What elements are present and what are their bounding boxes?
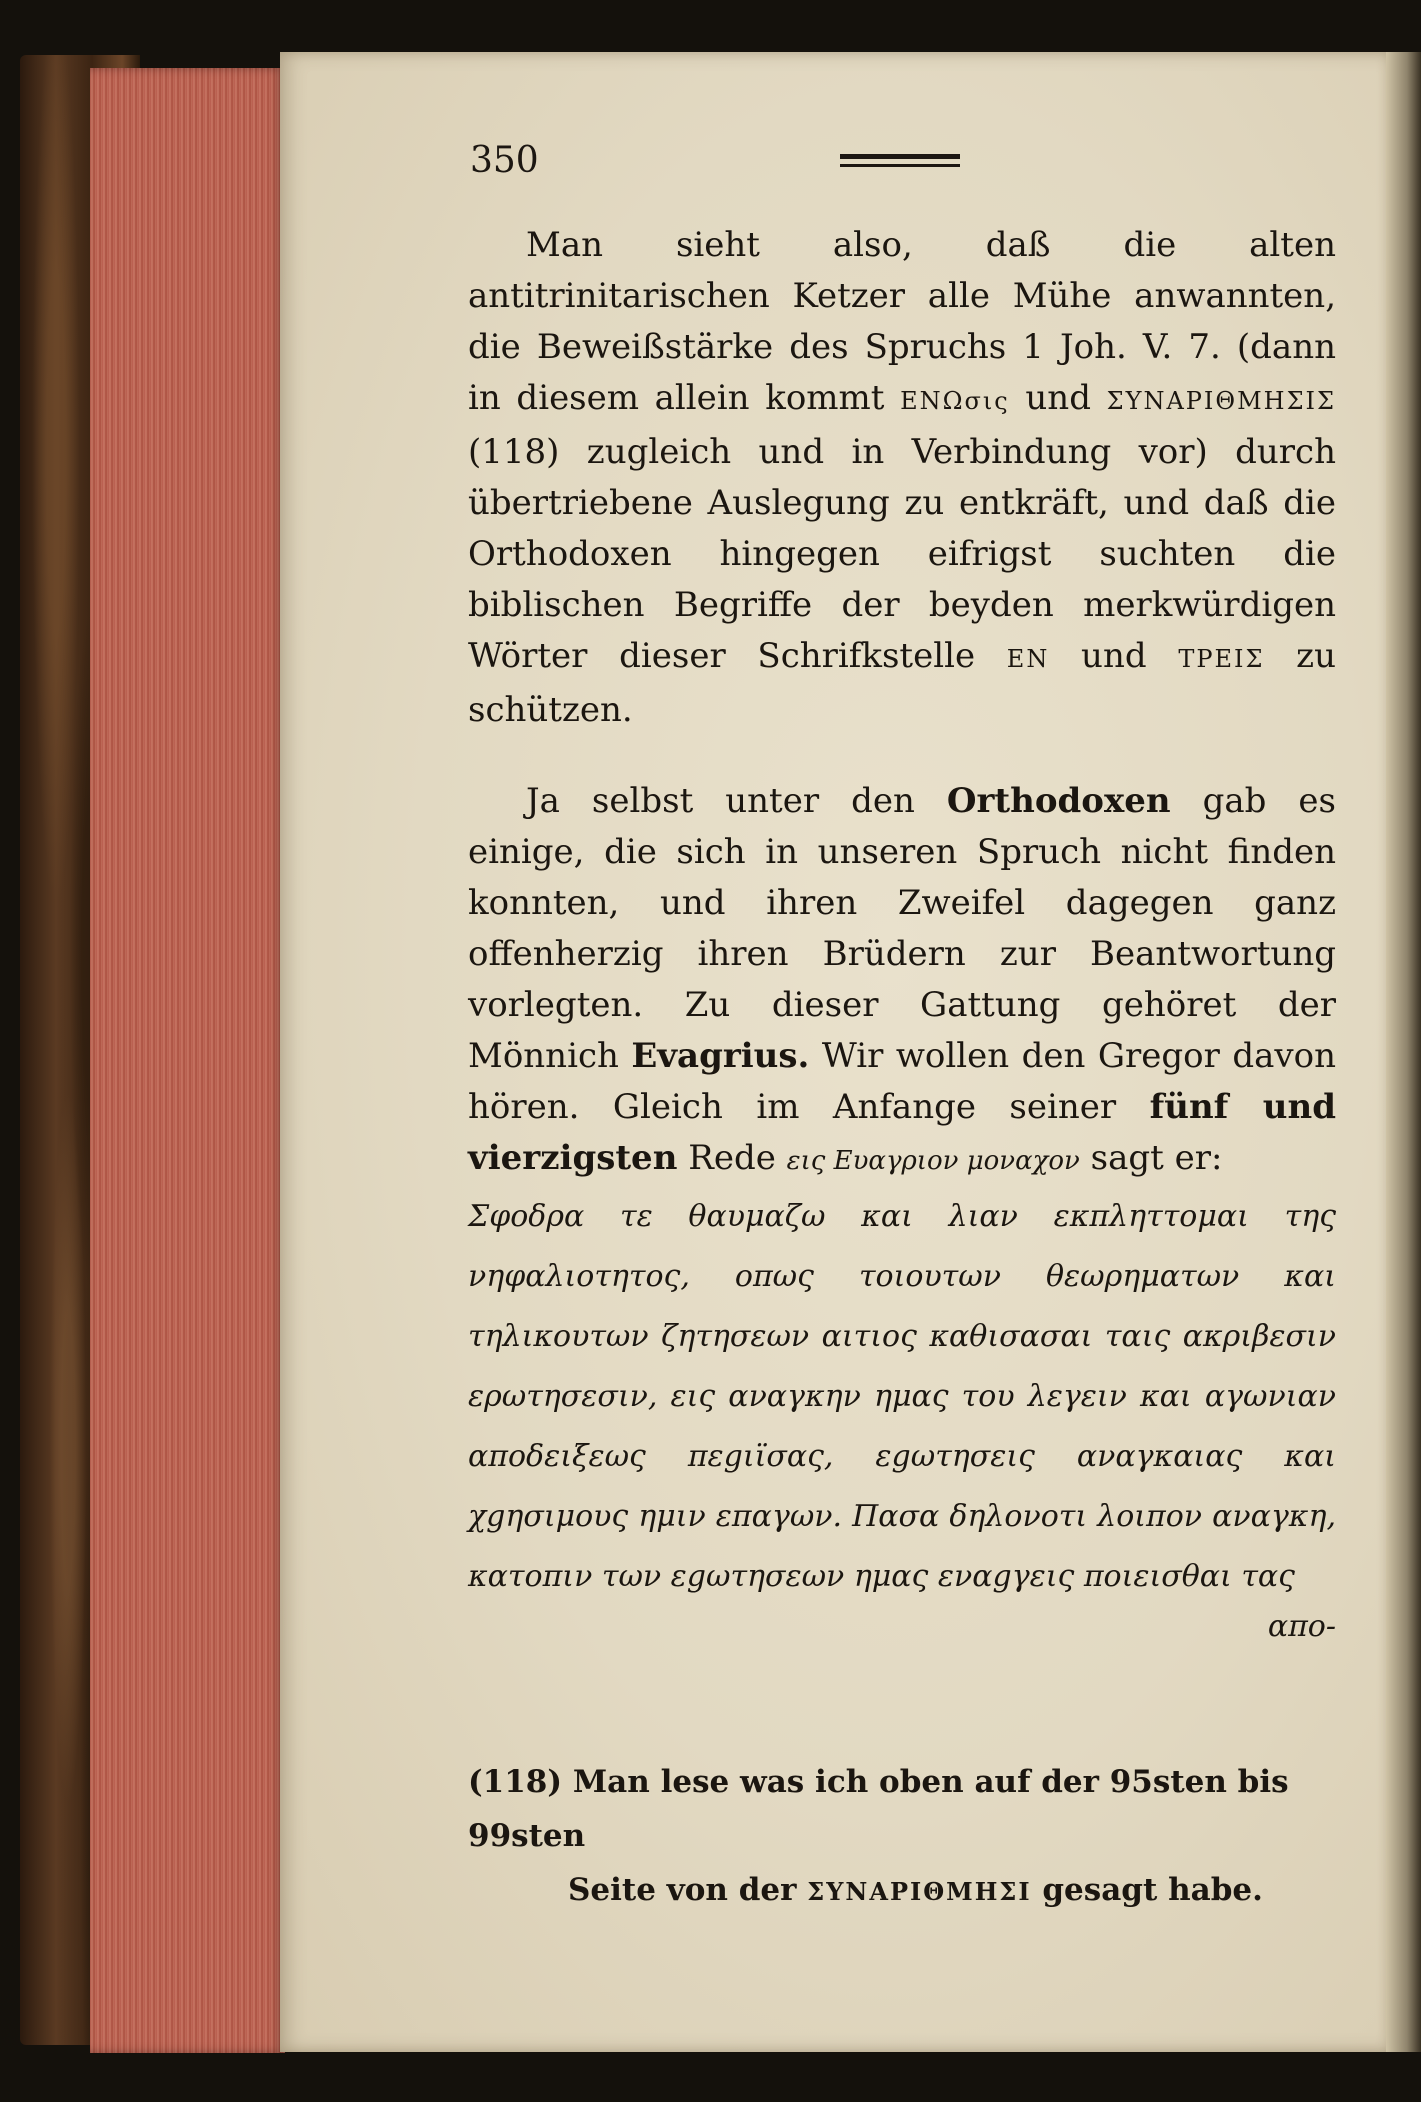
greek-word-synarithmesis: ΣΥΝΑΡΙΘΜΗΣΙΣ — [1106, 387, 1336, 415]
greek-word-treis: ΤΡΕΙΣ — [1178, 645, 1265, 673]
header-ornament — [840, 154, 960, 170]
emphasis-orthodoxen: Orthodoxen — [946, 781, 1171, 821]
footnote — [468, 1755, 1336, 1919]
emphasis-funf-und-vierzigsten: fünf und vierzigsten — [468, 1087, 1336, 1178]
paragraph-2: Ja selbst unter den Orthodoxen gab es einige, die sich in unseren Spruch nicht finden konnten, und ihren Zweifel dagegen ganz offenherzig ihren Brüdern zur Beantwortung vorlegten. Zu dieser Gattung gehöret der Mönnich Evagrius. Wir wollen den Gregor davon hören. Gleich im Anfange seiner fünf und vierzigsten Rede εις Ευαγριον μοναχον sagt er: — [468, 781, 1336, 1178]
page-header — [470, 140, 1370, 190]
greek-quotation: Σφοδρα τε θαυμαζω και λιαν εκπληττομαι της νηφαλιοτητος, οπως τοιουτων θεωρηματων και τηλικουτων ζητησεων αιτιος καθισασαι ταις ακριβεσιν ερωτησεσιν, εις αναγκην ημας του λεγειν και αγωνιαν αποδειξεως πεgιϊσας, εgωτησεις αναγκαιας και χgησιμους ημιν επαγων. Πασα δηλονοτι λοιπον αναγκη, κατοπιν των εgωτησεων ημας εναgγεις ποιεισθαι τας — [468, 1199, 1336, 1594]
greek-inline-title: εις Ευαγριον μοναχον — [786, 1146, 1080, 1176]
page-edges — [90, 68, 285, 2053]
emphasis-evagrius: Evagrius. — [631, 1036, 810, 1076]
body-text — [468, 220, 1336, 1647]
footnote-line-1: (118) Man lese was ich oben auf der 95sten bis 99sten — [468, 1764, 1289, 1854]
facing-page-edge — [1386, 52, 1421, 2052]
catchword: απο- — [1267, 1609, 1336, 1644]
page-number: 350 — [470, 140, 539, 181]
greek-word-enosis: ΕΝΩσις — [900, 387, 1010, 415]
greek-word-en: ΕΝ — [1006, 645, 1050, 673]
greek-word-synarithmesi: ΣΥΝΑΡΙΘΜΗΣΙ — [807, 1877, 1032, 1906]
footnote-line-2: Seite von der ΣΥΝΑΡΙΘΜΗΣΙ gesagt habe. — [568, 1872, 1263, 1908]
paragraph-1: Man sieht also, daß die alten antitrinitarischen Ketzer alle Mühe anwannten, die Beweißstärke des Spruchs 1 Joh. V. 7. (dann in diesem allein kommt ΕΝΩσις und ΣΥΝΑΡΙΘΜΗΣΙΣ (118) zugleich und in Verbindung vor) durch übertriebene Auslegung zu entkräft, und daß die Orthodoxen hingegen eifrigst suchten die biblischen Begriffe der beyden merkwürdigen Wörter dieser Schrifkstelle ΕΝ und ΤΡΕΙΣ zu schützen. — [468, 225, 1336, 730]
